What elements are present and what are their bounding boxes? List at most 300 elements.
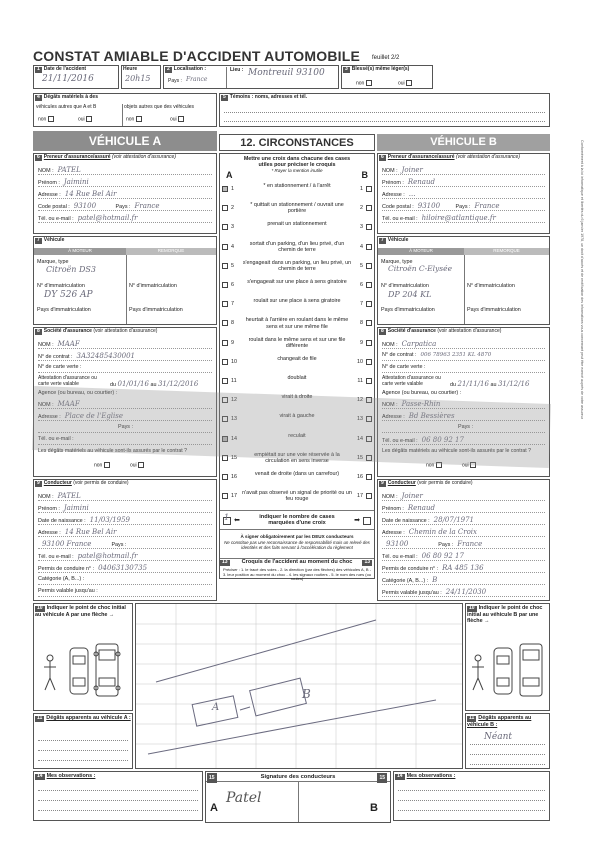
accident-sketch: [136, 604, 462, 768]
circumstance-number-b: 8: [360, 320, 363, 327]
vehicle-title: Véhicule: [387, 237, 409, 243]
a-driver-name-field[interactable]: [38, 492, 212, 501]
b-driver-firstname-field[interactable]: [382, 504, 545, 513]
d-name-label: NOM :: [382, 494, 398, 500]
firstname-value: Renaud: [407, 178, 435, 186]
circumstances-instruction: Mettre une croix dans chacune des cases utiles pour préciser le croquis: [243, 156, 351, 169]
b-driver-name-field[interactable]: [382, 492, 545, 501]
d-address-label: Adresse :: [38, 530, 61, 536]
d-firstname-value: Renaud: [407, 504, 435, 512]
circumstance-number-b: 13: [357, 416, 363, 423]
vehicle-diagram-icon[interactable]: [468, 640, 548, 706]
trailer-reg-country-label: Pays d'immatriculation: [467, 307, 521, 313]
col-b-label: B: [361, 170, 368, 180]
impact-title: Indiquer le point de choc initial au véhicule B par une flèche →: [467, 605, 543, 624]
circumstances-header: 12. CIRCONSTANCES: [219, 134, 375, 151]
vehicle-b-impact-section: [465, 603, 550, 711]
circumstance-a-checkbox[interactable]: [222, 282, 228, 288]
agency-label: Agence (ou bureau, ou courtier) :: [382, 390, 462, 396]
agency-name-value: MAAF: [57, 400, 80, 408]
d-address-value: Chemin de la Croix: [408, 528, 477, 536]
a-firstname-field[interactable]: [38, 178, 212, 187]
circumstance-number-a: 5: [231, 262, 234, 269]
arrow-right-icon: ➡: [354, 517, 360, 524]
postal-value: 93100: [417, 202, 441, 210]
d-country-label: Pays :: [438, 542, 454, 548]
b-driver-address-field[interactable]: [382, 528, 545, 537]
phone-value: patel@hotmail.fr: [77, 214, 138, 222]
b-name-field[interactable]: [382, 166, 545, 175]
d-address-value: 14 Rue Bel Air: [64, 528, 117, 536]
damage-objects-yes-checkbox[interactable]: [178, 116, 184, 122]
circumstance-text: s'engageait sur une place à sens giratoire: [247, 279, 347, 285]
vehicle-a-impact-section: [33, 603, 133, 711]
a-licence-field[interactable]: [38, 564, 212, 573]
address-value: ...: [408, 190, 416, 198]
a-driver-firstname-field[interactable]: [38, 504, 212, 513]
circumstance-number-b: 11: [357, 378, 363, 384]
category-label: Catégorie (A, B...) :: [38, 576, 85, 582]
vehicle-b-header: VÉHICULE B: [377, 134, 550, 151]
b-driver-phone-field[interactable]: [382, 552, 545, 561]
postal-value: 93100: [73, 202, 97, 210]
circumstance-number-b: 6: [360, 282, 363, 288]
a-card-field[interactable]: [38, 364, 212, 373]
a-validity-field[interactable]: [110, 380, 198, 388]
circumstance-number-a: 4: [231, 243, 234, 250]
a-contract-field[interactable]: [38, 352, 212, 361]
brand-label: Marque, type: [37, 259, 69, 265]
circumstance-text: virait à gauche: [279, 413, 315, 420]
d-firstname-label: Prénom :: [382, 506, 404, 512]
circumstance-number-a: 15: [231, 454, 237, 461]
date-value[interactable]: 21/11/2016: [42, 73, 94, 84]
circumstance-number-b: 2: [360, 205, 363, 212]
circumstance-row: [220, 297, 374, 316]
d-phone-label: Tél. ou e-mail :: [382, 554, 418, 560]
circumstance-row: [220, 259, 374, 278]
circumstance-number-a: 6: [231, 282, 234, 288]
circumstance-text: reculait: [288, 432, 306, 439]
circumstance-row: [220, 182, 374, 201]
agency-name-value: Passe-Rhin: [401, 400, 441, 408]
agency-address-value: Bd Bessières: [408, 412, 455, 420]
firstname-label: Prénom :: [38, 180, 60, 186]
brand-value[interactable]: Citroën DS3: [46, 265, 96, 274]
to-value: 31/12/16: [497, 380, 530, 388]
circumstance-number-a: 1: [231, 186, 234, 192]
count-b-box[interactable]: [363, 517, 371, 525]
circumstance-text: roulait sur une place à sens giratoire: [253, 298, 341, 305]
brand-value[interactable]: Citroën C-Elysée: [388, 264, 453, 273]
sketch-label-b: B: [302, 687, 311, 701]
place-label: Lieu :: [230, 67, 244, 73]
reg-country-label: Pays d'immatriculation: [37, 307, 91, 313]
motor-label: À MOTEUR: [34, 248, 126, 255]
section-number: 11: [37, 715, 43, 721]
address-label: Adresse :: [382, 192, 405, 198]
damage-title: Dégâts matériels à des: [43, 94, 98, 100]
location-label: Localisation :: [173, 66, 207, 72]
section-number: 7: [37, 237, 40, 243]
a-covered-yes-checkbox[interactable]: [138, 462, 144, 468]
category-label: Catégorie (A, B...) :: [382, 578, 429, 584]
circumstance-number-a: 7: [231, 301, 234, 308]
company-note: (voir attestation d'assurance): [93, 328, 158, 334]
vehicle-diagram-icon[interactable]: [38, 640, 128, 706]
circumstance-b-checkbox[interactable]: [366, 186, 372, 192]
circumstance-a-checkbox[interactable]: [222, 205, 228, 211]
circumstance-row: [220, 489, 374, 508]
b-address-field[interactable]: [382, 190, 545, 199]
section-number: 10: [469, 605, 475, 611]
agency-label: Agence (ou bureau, ou courtier) :: [38, 390, 118, 396]
section-number: 9: [37, 480, 40, 486]
a-category-field[interactable]: [38, 576, 212, 585]
impact-title: Indiquer le point de choc initial au véhicule A par une flèche →: [35, 605, 126, 618]
circumstance-text: * en stationnement / à l'arrêt: [263, 183, 331, 189]
section-number: 11: [469, 715, 475, 721]
section-number: 9: [381, 480, 384, 486]
circumstance-number-a: 11: [231, 378, 237, 384]
circumstance-number-a: 13: [231, 416, 237, 423]
circumstance-row: [220, 201, 374, 220]
firstname-value: Jaimini: [63, 178, 89, 186]
vehicle-a-observations-section: [33, 771, 203, 821]
injured-box: [341, 65, 433, 89]
vehicle-a-driver-section: [33, 479, 217, 601]
vehicle-a-header: VÉHICULE A: [33, 131, 217, 151]
cert-label: Attestation d'assurance ou carte verte valable: [38, 375, 97, 387]
vehicle-a-visible-damage-section: [33, 713, 133, 769]
section-number: 13: [222, 559, 228, 565]
circumstance-b-checkbox[interactable]: [366, 378, 372, 384]
signature-a-label: A: [210, 802, 218, 814]
circumstance-number-b: 4: [360, 243, 363, 250]
signatures-section: [205, 771, 391, 823]
phone-label: Tél. ou e-mail :: [382, 216, 418, 222]
section-number: 14: [37, 773, 43, 779]
d-phone-label: Tél. ou e-mail :: [38, 554, 74, 560]
circumstance-text: prenait un stationnement: [267, 221, 327, 228]
vehicle-a-insured-section: [33, 153, 217, 234]
witnesses-box: [219, 93, 550, 127]
covered-yes-label: oui: [130, 462, 137, 469]
section-number: 3: [345, 66, 348, 72]
card-label: N° de carte verte :: [38, 364, 82, 370]
circumstance-row: [220, 316, 374, 335]
b-phone-field[interactable]: [382, 214, 545, 223]
trailer-reg-country-label: Pays d'immatriculation: [129, 307, 183, 313]
d-name-label: NOM :: [38, 494, 54, 500]
visible-damage-value[interactable]: Néant: [484, 732, 512, 742]
injured-yes-checkbox[interactable]: [406, 80, 412, 86]
card-label: N° de carte verte :: [382, 364, 426, 370]
sketch-label-a: A: [212, 702, 220, 713]
circumstance-a-checkbox[interactable]: [222, 186, 228, 192]
damage-vehicles-no-checkbox[interactable]: [48, 116, 54, 122]
damage-box: [33, 93, 217, 127]
driver-note: (voir permis de conduire): [73, 480, 129, 486]
circumstance-a-checkbox[interactable]: [222, 301, 228, 307]
b-category-field[interactable]: [382, 576, 545, 585]
cert-label: Attestation d'assurance ou carte verte valable: [382, 375, 441, 387]
a-driver-address2-field[interactable]: [38, 540, 212, 549]
circumstance-a-checkbox[interactable]: [222, 340, 228, 346]
to-value: 31/12/2016: [157, 380, 199, 388]
d-address-value2: 93100: [386, 540, 409, 548]
circumstance-b-checkbox[interactable]: [366, 205, 372, 211]
circumstance-text: s'engageait dans un parking, un lieu privé, un chemin de terre: [242, 259, 352, 272]
circumstance-b-checkbox[interactable]: [366, 244, 372, 250]
vehicle-b-visible-damage-section: [465, 713, 550, 769]
time-value[interactable]: 20h15: [125, 73, 151, 83]
company-name-label: NOM :: [382, 342, 398, 348]
a-postal-field[interactable]: [38, 202, 212, 211]
circumstance-number-a: 17: [231, 493, 237, 500]
a-name-field[interactable]: [38, 166, 212, 175]
circumstance-number-b: 10: [357, 358, 363, 365]
b-company-field[interactable]: [382, 340, 545, 349]
circumstance-b-checkbox[interactable]: [366, 224, 372, 230]
section-number: 7: [381, 237, 384, 243]
trailer-label: REMORQUE: [464, 248, 549, 255]
place-value[interactable]: Montreuil 93100: [248, 68, 325, 78]
covered-yes-label: oui: [462, 462, 469, 469]
postal-label: Code postal :: [382, 204, 414, 210]
circumstance-text: venait de droite (dans un carrefour): [254, 471, 340, 477]
agency-address-value: Place de l'Eglise: [64, 412, 124, 420]
firstname-label: Prénom :: [382, 180, 404, 186]
a-company-field[interactable]: [38, 340, 212, 349]
col-a-label: A: [226, 170, 233, 180]
b-valid-field[interactable]: [382, 588, 545, 597]
circumstance-a-checkbox[interactable]: [222, 320, 228, 326]
section-number: 1: [37, 66, 40, 72]
circumstance-number-b: 16: [357, 474, 363, 480]
b-birth-field[interactable]: [382, 516, 545, 525]
reg-value[interactable]: DY 526 AP: [44, 290, 93, 300]
section-number: 2: [167, 66, 170, 72]
a-birth-field[interactable]: [38, 516, 212, 525]
circumstance-a-checkbox[interactable]: [222, 263, 228, 269]
a-driver-phone-field[interactable]: [38, 552, 212, 561]
circumstance-b-checkbox[interactable]: [366, 301, 372, 307]
a-phone-field[interactable]: [38, 214, 212, 223]
injured-label: Blessé(s) même léger(s): [351, 66, 410, 72]
company-note: (voir attestation d'assurance): [437, 328, 502, 334]
birth-label: Date de naissance :: [382, 518, 430, 524]
country-value[interactable]: France: [186, 76, 208, 83]
motor-label: À MOTEUR: [378, 248, 464, 255]
sketch-title: Croquis de l'accident au moment du choc: [241, 559, 353, 565]
licence-label: Permis de conduire n° :: [382, 566, 439, 572]
phone-label: Tél. ou e-mail :: [38, 216, 74, 222]
injured-no-label: non: [356, 80, 365, 87]
circumstance-row: [220, 336, 374, 355]
vehicle-a-vehicle-section: [33, 236, 217, 325]
circumstance-a-checkbox[interactable]: [222, 474, 228, 480]
circumstance-text: roulait dans le même sens et sur une file différente: [248, 336, 346, 349]
a-covered-no-checkbox[interactable]: [104, 462, 110, 468]
injured-yes-label: oui: [398, 80, 405, 87]
circumstance-a-checkbox[interactable]: [222, 224, 228, 230]
circumstance-text: * quittait un stationnement / ouvrait une portière: [250, 202, 344, 215]
arrow-left-icon: ⬅: [234, 517, 240, 524]
section-number: 14: [397, 773, 403, 779]
damage-vehicles-label: véhicules autres que A et B: [36, 104, 97, 110]
count-row: [220, 510, 374, 530]
circumstance-number-a: 16: [231, 474, 237, 480]
date-label: Date de l'accident: [43, 66, 87, 72]
circumstance-a-checkbox[interactable]: [222, 378, 228, 384]
section-number: 8: [37, 328, 40, 334]
circumstance-b-checkbox[interactable]: [366, 282, 372, 288]
circumstance-number-a: 14: [231, 435, 237, 442]
insured-note: (voir attestation d'assurance): [455, 154, 520, 160]
section-number: 6: [37, 154, 40, 160]
insured-title: Preneur d'assurance/assuré: [387, 154, 455, 160]
circumstance-row: [220, 470, 374, 489]
circumstances-note: * Rayer la mention inutile: [271, 168, 323, 174]
circumstance-row: [220, 374, 374, 393]
circumstance-b-checkbox[interactable]: [366, 320, 372, 326]
from-label: du: [450, 382, 456, 388]
accident-date-box: [33, 65, 119, 89]
visible-damage-title: Dégâts apparents au véhicule A :: [46, 715, 131, 721]
from-value: 21/11/16: [457, 380, 489, 388]
observations-title: Mes observations :: [46, 773, 96, 779]
circumstance-b-checkbox[interactable]: [366, 474, 372, 480]
circumstance-text: sortait d'un parking, d'un lieu privé, d'un chemin de terre: [249, 240, 345, 253]
b-postal-field[interactable]: [382, 202, 545, 211]
country-label: Pays :: [115, 204, 131, 210]
agency-address-label: Adresse :: [38, 414, 61, 420]
d-country-label: Pays :: [111, 542, 127, 548]
b-validity-field[interactable]: [450, 380, 529, 388]
visible-damage-title: Dégâts apparents au véhicule B :: [467, 715, 532, 728]
time-label: Heure: [123, 66, 138, 72]
a-address-field[interactable]: [38, 190, 212, 199]
do-yes-label: oui: [170, 116, 177, 123]
postal-label: Code postal :: [38, 204, 70, 210]
circumstance-text: changeait de file: [277, 355, 317, 362]
damage-vehicles-yes-checkbox[interactable]: [86, 116, 92, 122]
circumstance-number-a: 10: [231, 358, 237, 365]
circumstance-a-checkbox[interactable]: [222, 493, 228, 499]
name-label: NOM :: [38, 168, 54, 174]
circumstance-b-checkbox[interactable]: [366, 359, 372, 365]
circumstance-b-checkbox[interactable]: [366, 263, 372, 269]
signature-a[interactable]: Patel: [226, 790, 262, 806]
a-driver-address-field[interactable]: [38, 528, 212, 537]
sign-required: À signer obligatoirement par les DEUX conducteurs: [240, 534, 354, 539]
covered-no-label: non: [94, 462, 103, 469]
from-value: 01/01/16: [117, 380, 149, 388]
birth-value: 28/07/1971: [433, 516, 475, 524]
to-label: au: [490, 382, 497, 388]
sheet-number: feuillet 2/2: [372, 55, 400, 61]
sketch-area[interactable]: [135, 603, 463, 769]
vehicle-b-observations-section: [393, 771, 550, 821]
count-label: indiquer le nombre de cases marquées d'une croix: [259, 514, 335, 527]
valid-label: Permis valable jusqu'au :: [382, 590, 442, 596]
b-card-field[interactable]: [382, 364, 545, 373]
form-title: CONSTAT AMIABLE D'ACCIDENT AUTOMOBILE: [33, 48, 361, 64]
circumstance-b-checkbox[interactable]: [366, 493, 372, 499]
to-label: au: [150, 382, 157, 388]
dv-no-label: non: [38, 116, 47, 123]
circumstance-text: empiétait sur une voie réservée à la circulation en sens inverse: [254, 451, 340, 464]
circumstance-text: n'avait pas observé un signal de priorité ou un feu rouge: [242, 490, 352, 503]
birth-label: Date de naissance :: [38, 518, 86, 524]
contract-label: N° de contrat :: [38, 354, 73, 360]
d-address-label: Adresse :: [382, 530, 405, 536]
damage-objects-no-checkbox[interactable]: [136, 116, 142, 122]
circumstance-number-b: 5: [360, 262, 363, 269]
count-a-value: 1: [224, 513, 230, 522]
country-label: Pays :: [168, 78, 182, 84]
vehicle-title: Véhicule: [43, 237, 65, 243]
vehicle-b-driver-section: [377, 479, 550, 601]
company-name-label: NOM :: [38, 342, 54, 348]
country-label: Pays :: [455, 204, 471, 210]
circumstances-panel: [219, 153, 375, 582]
vehicle-b-vehicle-section: [377, 236, 550, 325]
signature-b[interactable]: [302, 786, 368, 820]
brand-label: Marque, type: [381, 259, 413, 265]
b-licence-field[interactable]: [382, 564, 545, 573]
agency-name-label: NOM :: [382, 402, 398, 408]
circumstance-number-b: 17: [357, 493, 363, 500]
d-name-value: Joiner: [401, 492, 423, 500]
licence-value: 04063130735: [98, 564, 148, 572]
witnesses-label: Témoins : noms, adresses et tél.: [229, 94, 308, 100]
signatures-title: Signature des conducteurs: [260, 774, 336, 780]
agency-phone-label: Tél. ou e-mail :: [382, 438, 418, 444]
b-driver-address2-field[interactable]: [382, 540, 545, 549]
covered-label: Les dégâts matériels au véhicule sont-ils assurés par le contrat ?: [382, 448, 532, 454]
circumstance-a-checkbox[interactable]: [222, 244, 228, 250]
do-no-label: non: [126, 116, 135, 123]
circumstance-number-a: 8: [231, 320, 234, 327]
circumstance-a-checkbox[interactable]: [222, 359, 228, 365]
reg-value[interactable]: DP 204 KL: [388, 290, 432, 299]
agency-country-label: Pays :: [458, 424, 473, 430]
circumstance-number-b: 12: [357, 397, 363, 404]
circumstance-row: [220, 278, 374, 297]
agency-address-label: Adresse :: [382, 414, 405, 420]
section-number: 15: [379, 775, 385, 781]
agency-country-label: Pays :: [118, 424, 133, 430]
b-contract-field[interactable]: [382, 352, 545, 361]
company-title: Société d'assurance: [43, 328, 92, 334]
circumstance-number-b: 3: [360, 224, 363, 231]
a-valid-field[interactable]: [38, 588, 212, 597]
reg-label: N° d'immatriculation: [37, 283, 85, 289]
b-firstname-field[interactable]: [382, 178, 545, 187]
d-country-value: France: [457, 540, 483, 548]
injured-no-checkbox[interactable]: [366, 80, 372, 86]
circumstance-number-b: 9: [360, 339, 363, 346]
circumstance-b-checkbox[interactable]: [366, 340, 372, 346]
d-name-value: PATEL: [57, 492, 81, 500]
country-value: France: [474, 202, 500, 210]
observations-title: Mes observations :: [406, 773, 456, 779]
reg-country-label: Pays d'immatriculation: [381, 307, 435, 313]
driver-title: Conducteur: [387, 480, 416, 486]
d-phone-value: 06 80 92 17: [421, 552, 464, 560]
